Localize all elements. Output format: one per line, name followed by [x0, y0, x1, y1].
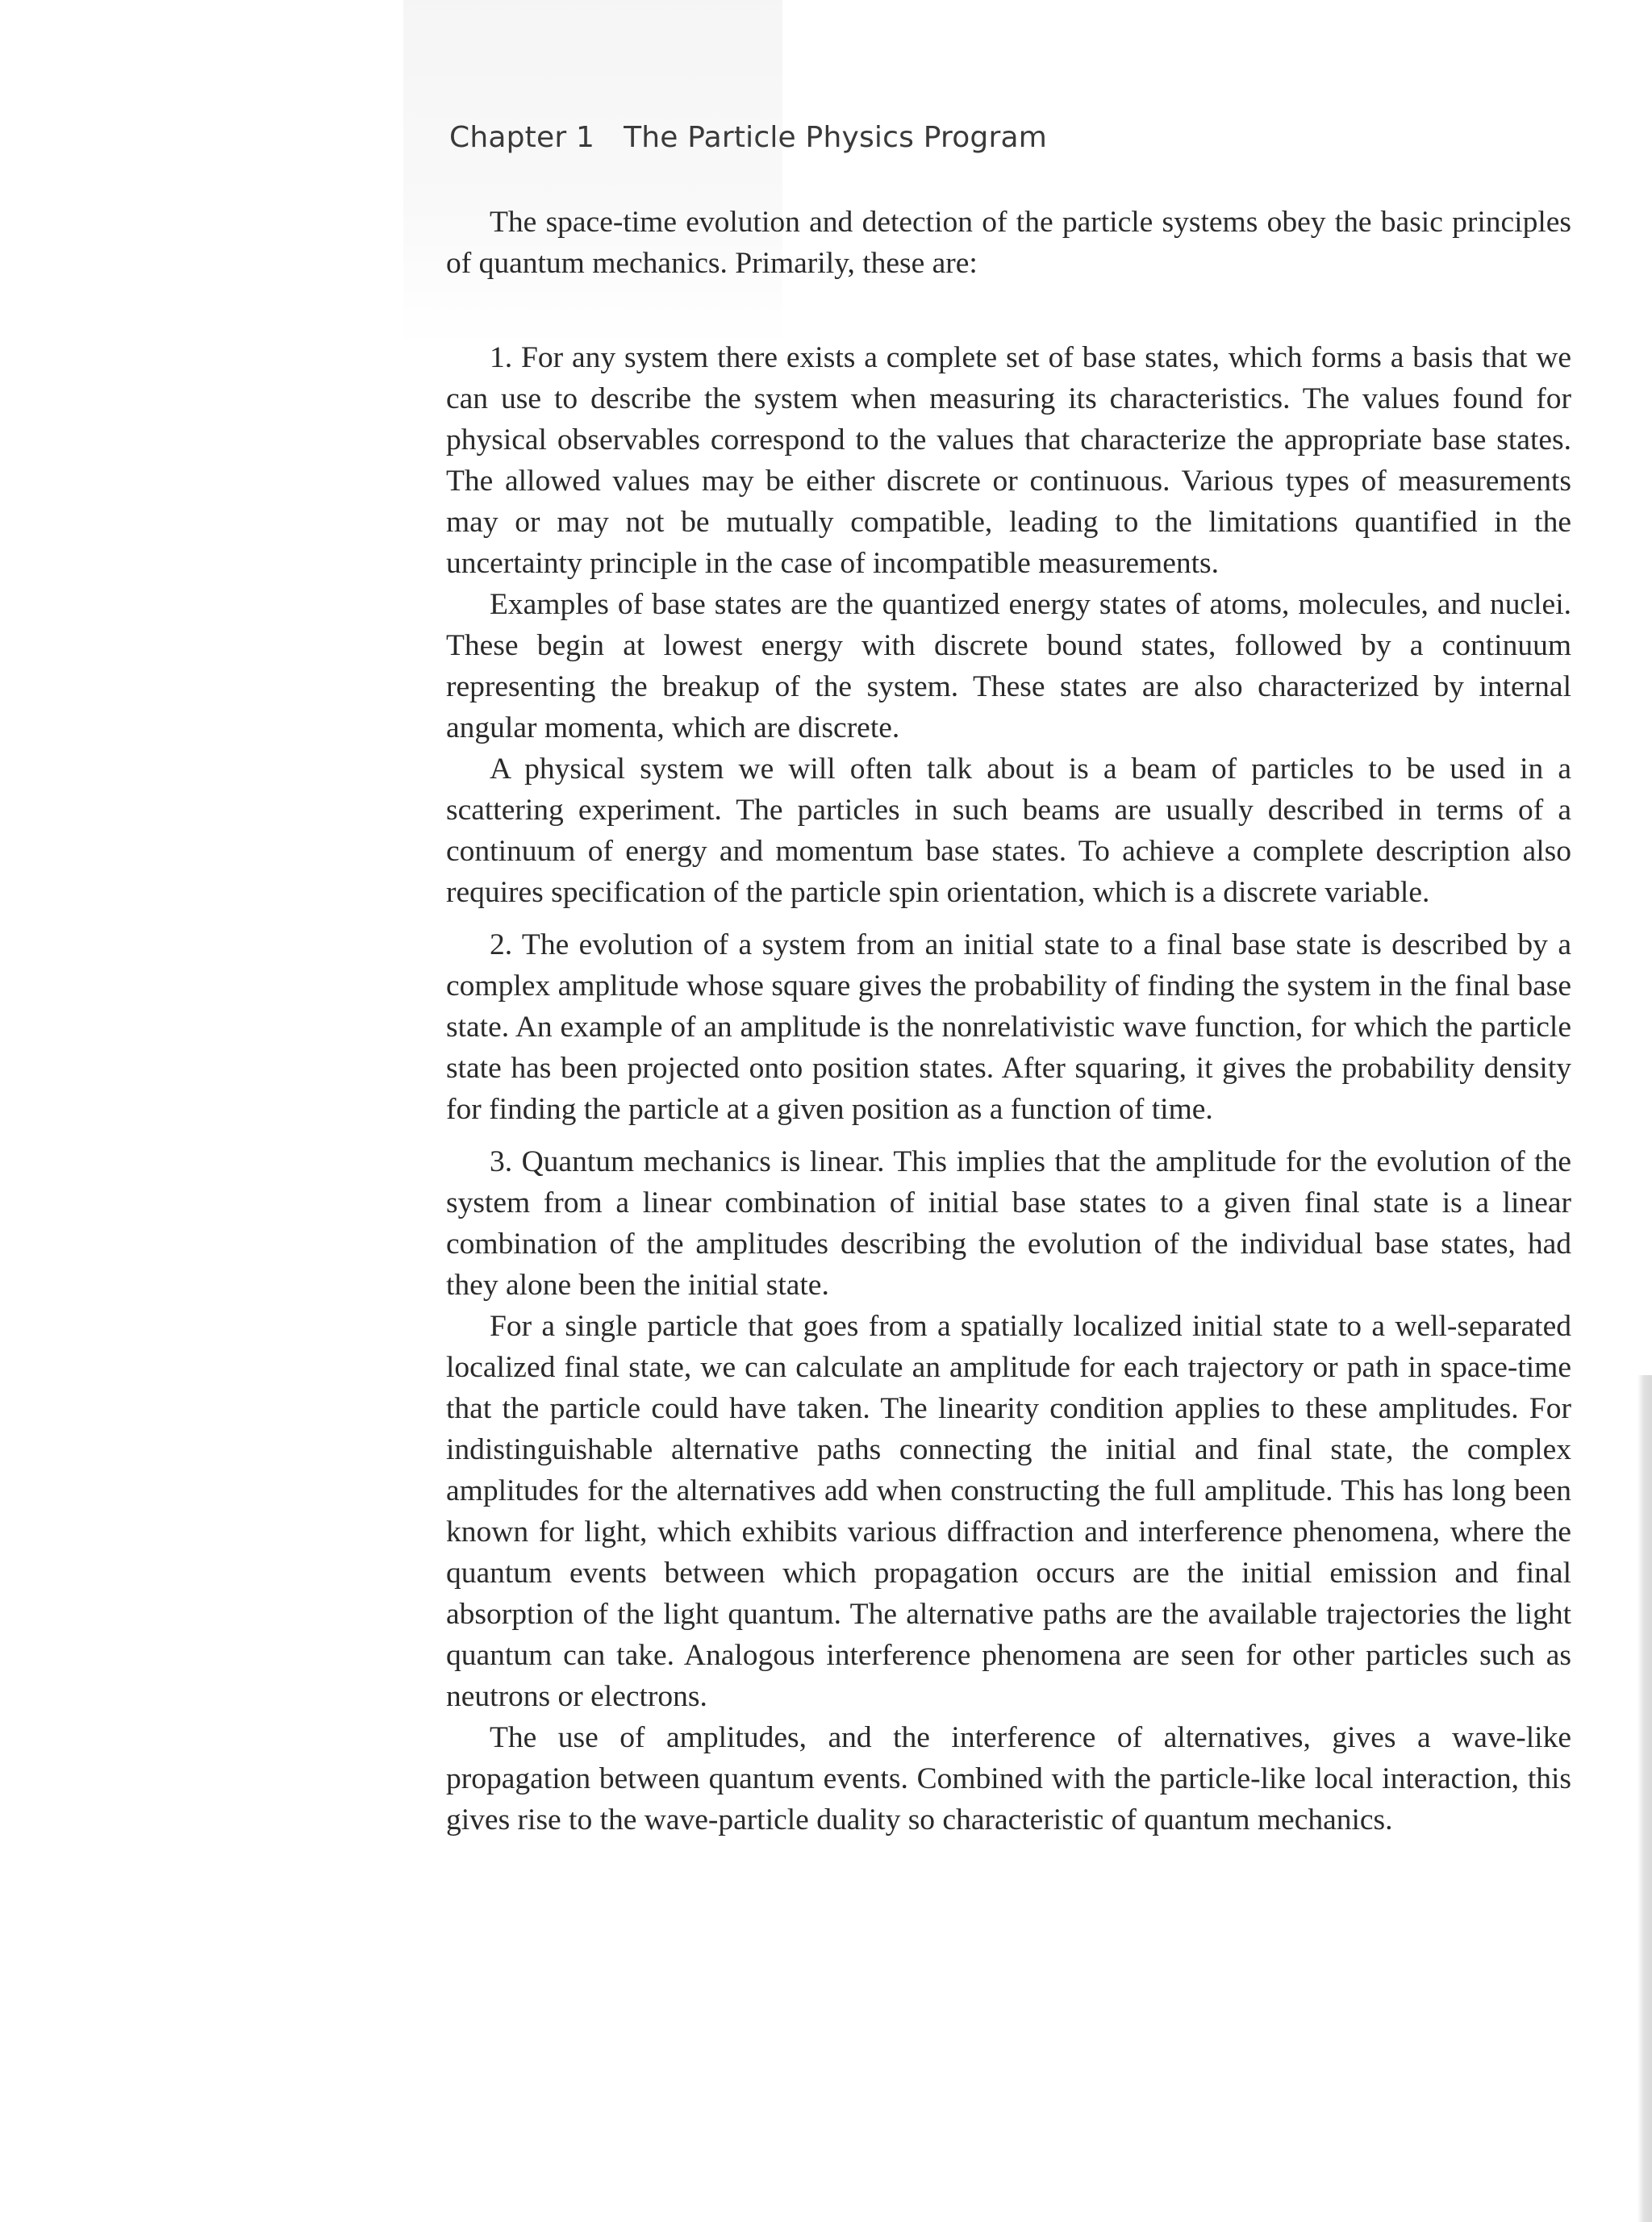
paragraph-wave-particle: The use of amplitudes, and the interference of alternatives, gives a wave-like propagation between quantum events. Combined with the particle-like local interaction, this gives rise to the wave-particle duality so characteristic of quantum mechanics. — [446, 1721, 1571, 1836]
paragraph-principle-2: 2. The evolution of a system from an initial state to a final base state is described by a complex amplitude whose square gives the probability of finding the system in the final base state. An example of an amplitude is the nonrelativistic wave function, for which the particle state has been projected onto position states. After squaring, it gives the probability density for finding the particle at a given position as a function of time. — [446, 928, 1571, 1126]
paragraph-single-particle: For a single particle that goes from a spatially localized initial state to a well-separated localized final state, we can calculate an amplitude for each trajectory or path in space-time that the particle could have taken. The linearity condition applies to these amplitudes. For indistinguishable alternative paths connecting the initial and final state, the complex amplitudes for the alternatives add when constructing the full amplitude. This has long been known for light, which exhibits various diffraction and interference phenomena, where the quantum events between which propagation occurs are the initial emission and final absorption of the light quantum. The alternative paths are the available trajectories the light quantum can take. Analogous interference phenomena are seen for other particles such as neutrons or electrons. — [446, 1310, 1571, 1713]
paragraph-intro: The space-time evolution and detection of the particle systems obey the basic principles of quantum mechanics. Primarily, these are: — [446, 206, 1571, 280]
paragraph-particle-beam: A physical system we will often talk about is a beam of particles to be used in a scattering experiment. The particles in such beams are usually described in terms of a continuum of energy and momentum base states. To achieve a complete description also requires specification of the particle spin orientation, which is a discrete variable. — [446, 752, 1571, 909]
paragraph-principle-3: 3. Quantum mechanics is linear. This implies that the amplitude for the evolution of the system from a linear combination of initial base states to a given final state is a linear combination of the amplitudes describing the evolution of the individual base states, had they alone been the initial state. — [446, 1145, 1571, 1302]
paragraph-principle-1: 1. For any system there exists a complete set of base states, which forms a basis that we can use to describe the system when measuring its characteristics. The values found for physical observables correspond to the values that characterize the appropriate base states. The allowed values may be either discrete or continuous. Various types of measurements may or may not be mutually compatible, leading to the limitations quantified in the uncertainty principle in the case of incompatible measurements. — [446, 341, 1571, 580]
chapter-title: The Particle Physics Program — [624, 121, 1048, 154]
scan-edge-mark — [1637, 1375, 1652, 2222]
body-text — [446, 202, 1571, 1841]
running-head — [449, 121, 1047, 154]
chapter-number: Chapter 1 — [449, 121, 595, 154]
paragraph-base-states-examples: Examples of base states are the quantized energy states of atoms, molecules, and nuclei. These begin at lowest energy with discrete bound states, followed by a continuum representing the breakup of the system. These states are also characterized by internal angular momenta, which are discrete. — [446, 588, 1571, 744]
